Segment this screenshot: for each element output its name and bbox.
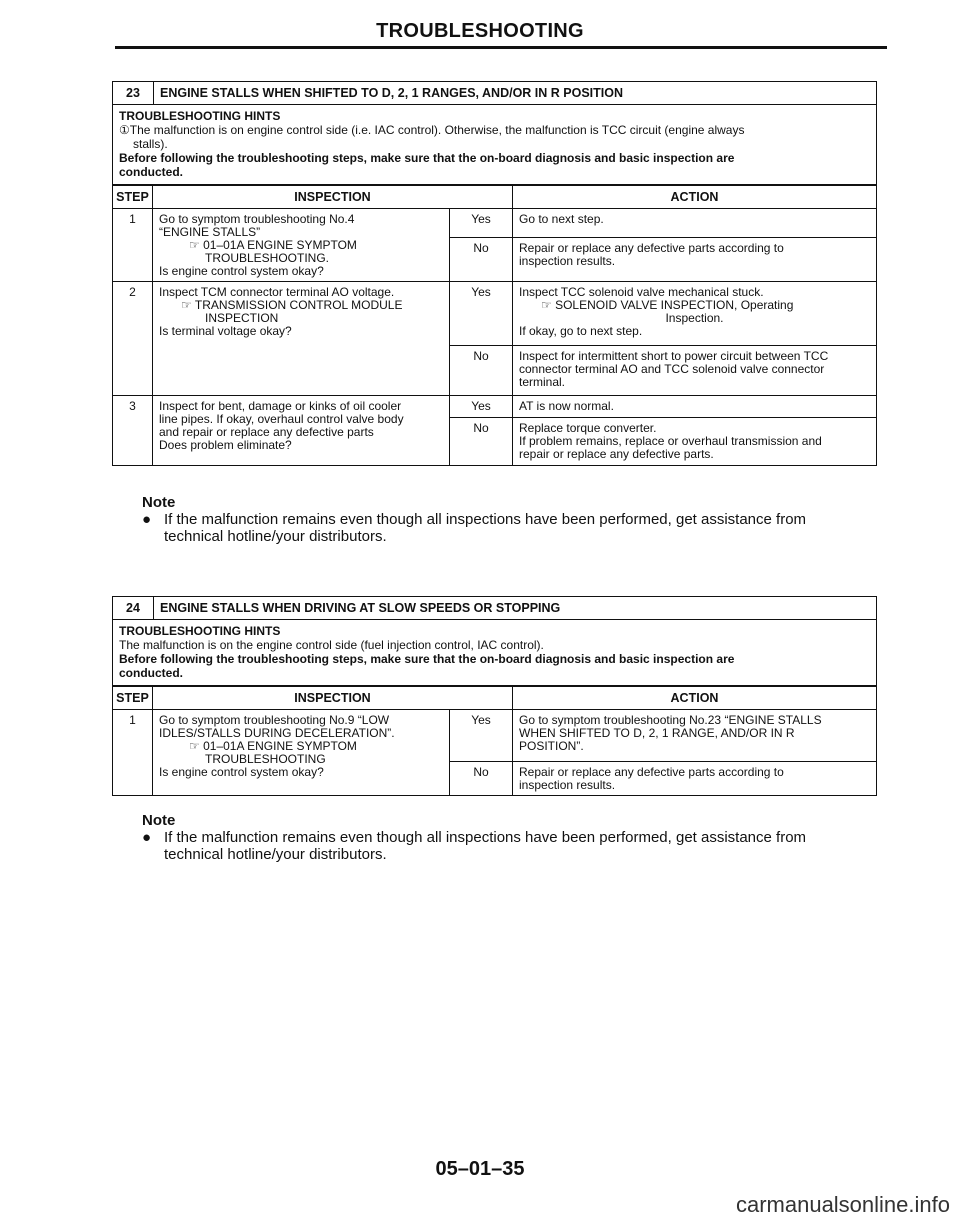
- yes-label: Yes: [450, 209, 513, 238]
- section-title: ENGINE STALLS WHEN DRIVING AT SLOW SPEEDS OR STOPPING: [160, 601, 561, 615]
- inspection-cell: [153, 209, 450, 282]
- inspection-line: Go to symptom troubleshooting No.9 “LOW: [159, 713, 390, 727]
- inspection-line: “ENGINE STALLS”: [159, 225, 261, 239]
- note-title: Note: [142, 494, 176, 511]
- col-step: STEP: [113, 186, 153, 209]
- table-row: [113, 710, 877, 762]
- note-text: [164, 829, 806, 863]
- hint-line: stalls).: [133, 137, 168, 151]
- action-line: Repair or replace any defective parts according to: [519, 765, 784, 779]
- table-row: [113, 396, 877, 418]
- no-action: [513, 418, 877, 466]
- action-line: Inspection.: [665, 311, 724, 325]
- inspection-line: and repair or replace any defective parts: [159, 425, 374, 439]
- note-line: technical hotline/your distributors.: [164, 846, 387, 863]
- inspection-line: Is engine control system okay?: [159, 264, 324, 278]
- yes-action: [513, 396, 877, 418]
- yes-action: [513, 282, 877, 346]
- hints-title: TROUBLESHOOTING HINTS: [119, 624, 281, 638]
- steps-table: [112, 686, 877, 796]
- section-title: ENGINE STALLS WHEN SHIFTED TO D, 2, 1 RANGES, AND/OR IN R POSITION: [160, 86, 624, 100]
- action-line: Replace torque converter.: [519, 421, 657, 435]
- reference-line: TROUBLESHOOTING: [205, 752, 326, 766]
- step-number: 1: [113, 209, 153, 282]
- prerequisite-line: conducted.: [119, 666, 184, 680]
- hint-text: The malfunction is on the engine control side (fuel injection control, IAC control).: [119, 638, 544, 652]
- troubleshooting-section-24: [112, 596, 877, 796]
- yes-action: [513, 209, 877, 238]
- no-label: No: [450, 762, 513, 796]
- troubleshooting-hints: [112, 105, 877, 185]
- inspection-line: IDLES/STALLS DURING DECELERATION”.: [159, 726, 395, 740]
- page-title: TROUBLESHOOTING: [376, 20, 584, 42]
- step-number: 1: [113, 710, 153, 796]
- note-section-24: [142, 812, 806, 863]
- table-header-row: [113, 687, 877, 710]
- no-action: [513, 238, 877, 282]
- action-line: Repair or replace any defective parts according to: [519, 241, 784, 256]
- action-line: If okay, go to next step.: [519, 324, 643, 338]
- inspection-line: Is terminal voltage okay?: [159, 324, 292, 338]
- col-action: ACTION: [513, 186, 877, 209]
- note-line: If the malfunction remains even though all inspections have been performed, get assistance from: [164, 829, 807, 846]
- action-line: Inspect for intermittent short to power circuit between TCC: [519, 349, 829, 363]
- yes-label: Yes: [450, 282, 513, 346]
- no-action: [513, 762, 877, 796]
- section-number: 24: [113, 597, 154, 619]
- action-line: Inspect TCC solenoid valve mechanical stuck.: [519, 285, 764, 299]
- note-line: If the malfunction remains even though all inspections have been performed, get assistance from: [164, 511, 807, 528]
- hint-line: ①The malfunction is on engine control side (i.e. IAC control). Otherwise, the malfunction is TCC circuit (engine always: [119, 123, 745, 137]
- section-header: [112, 81, 877, 105]
- action-line: If problem remains, replace or overhaul transmission and: [519, 434, 822, 448]
- section-number: 23: [113, 82, 154, 104]
- yes-action: [513, 710, 877, 762]
- step-number: 3: [113, 396, 153, 466]
- note-text: [164, 511, 806, 545]
- action-line: terminal.: [519, 375, 566, 389]
- inspection-cell: [153, 282, 450, 396]
- bullet-icon: ●: [142, 829, 152, 846]
- step-number: 2: [113, 282, 153, 396]
- inspection-line: Does problem eliminate?: [159, 438, 292, 452]
- note-line: technical hotline/your distributors.: [164, 528, 387, 545]
- action-line: inspection results.: [519, 778, 616, 792]
- header-rule: [115, 46, 887, 49]
- col-inspection: INSPECTION: [153, 186, 513, 209]
- no-label: No: [450, 418, 513, 466]
- hints-title: TROUBLESHOOTING HINTS: [119, 109, 281, 123]
- col-inspection: INSPECTION: [153, 687, 513, 710]
- inspection-cell: [153, 396, 450, 466]
- page-number: 05–01–35: [435, 1158, 525, 1180]
- action-line: connector terminal AO and TCC solenoid valve connector: [519, 362, 825, 376]
- note-item: [142, 511, 806, 545]
- reference-line: ☞ 01–01A ENGINE SYMPTOM: [189, 238, 357, 252]
- note-section-23: [142, 494, 806, 545]
- prerequisite-note: [119, 652, 870, 680]
- action-line: AT is now normal.: [519, 399, 614, 413]
- note-title: Note: [142, 812, 176, 829]
- table-row: [113, 209, 877, 238]
- action-line: WHEN SHIFTED TO D, 2, 1 RANGE, AND/OR IN R: [519, 726, 795, 740]
- yes-label: Yes: [450, 396, 513, 418]
- bullet-icon: ●: [142, 511, 152, 528]
- section-header: [112, 596, 877, 620]
- prerequisite-note: [119, 151, 870, 179]
- reference-line: ☞ SOLENOID VALVE INSPECTION, Operating: [541, 298, 794, 312]
- prerequisite-line: Before following the troubleshooting steps, make sure that the on-board diagnosis and basic inspection are: [119, 151, 735, 165]
- action-line: Go to next step.: [519, 212, 604, 226]
- prerequisite-line: conducted.: [119, 165, 184, 179]
- hint-text: [119, 123, 870, 151]
- watermark: carmanualsonline.info: [735, 1192, 950, 1217]
- steps-table: [112, 185, 877, 466]
- action-line: repair or replace any defective parts.: [519, 447, 714, 461]
- prerequisite-line: Before following the troubleshooting steps, make sure that the on-board diagnosis and basic inspection are: [119, 652, 735, 666]
- troubleshooting-hints: [112, 620, 877, 686]
- inspection-line: Inspect TCM connector terminal AO voltage.: [159, 285, 395, 299]
- note-item: [142, 829, 806, 863]
- inspection-cell: [153, 710, 450, 796]
- reference-line: ☞ 01–01A ENGINE SYMPTOM: [189, 739, 357, 753]
- inspection-line: line pipes. If okay, overhaul control valve body: [159, 412, 404, 426]
- action-line: inspection results.: [519, 254, 616, 269]
- inspection-line: Go to symptom troubleshooting No.4: [159, 212, 355, 226]
- no-label: No: [450, 346, 513, 396]
- action-line: POSITION”.: [519, 739, 584, 753]
- reference-line: ☞ TRANSMISSION CONTROL MODULE: [181, 298, 403, 312]
- action-line: Go to symptom troubleshooting No.23 “ENGINE STALLS: [519, 713, 822, 727]
- table-row: [113, 282, 877, 346]
- no-action: [513, 346, 877, 396]
- col-step: STEP: [113, 687, 153, 710]
- inspection-line: Inspect for bent, damage or kinks of oil cooler: [159, 399, 402, 413]
- inspection-line: Is engine control system okay?: [159, 765, 324, 779]
- no-label: No: [450, 238, 513, 282]
- troubleshooting-section-23: [112, 81, 877, 466]
- yes-label: Yes: [450, 710, 513, 762]
- col-action: ACTION: [513, 687, 877, 710]
- reference-line: INSPECTION: [205, 311, 279, 325]
- reference-line: TROUBLESHOOTING.: [205, 251, 330, 265]
- table-header-row: [113, 186, 877, 209]
